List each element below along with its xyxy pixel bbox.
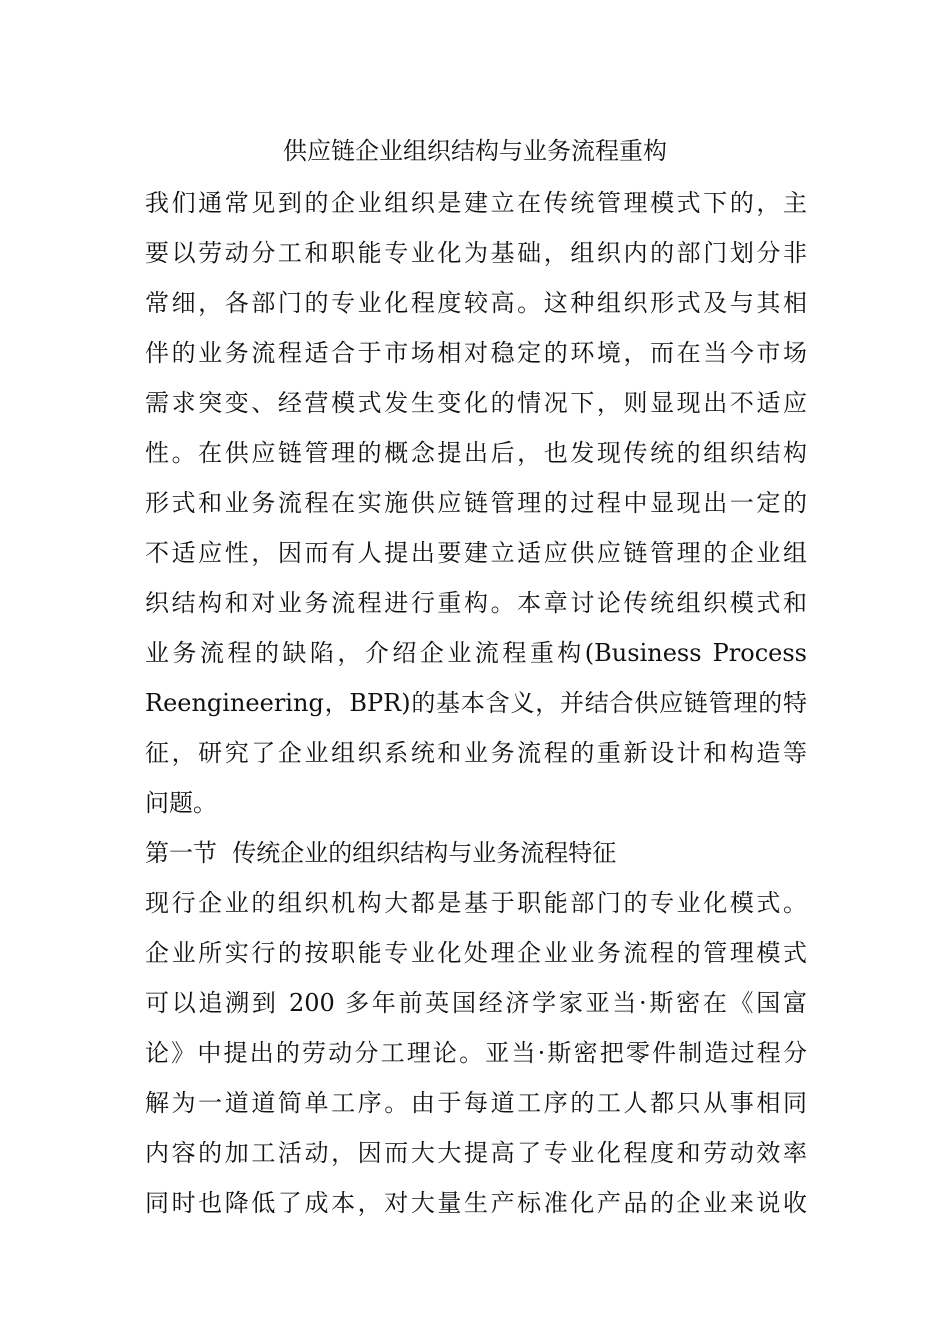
intro-line-6: 性。在供应链管理的概念提出后，也发现传统的组织结构 bbox=[145, 439, 807, 467]
section-heading: 第一节 传统企业的组织结构与业务流程特征 bbox=[145, 839, 617, 867]
intro-line-11: Reengineering，BPR)的基本含义，并结合供应链管理的特 bbox=[145, 689, 807, 717]
intro-line-2: 要以劳动分工和职能专业化为基础，组织内的部门划分非 bbox=[145, 239, 807, 267]
section-line-6: 内容的加工活动，因而大大提高了专业化程度和劳动效率 bbox=[145, 1139, 807, 1167]
intro-line-1: 我们通常见到的企业组织是建立在传统管理模式下的，主 bbox=[145, 189, 807, 217]
section-line-4: 论》中提出的劳动分工理论。亚当·斯密把零件制造过程分 bbox=[145, 1039, 807, 1067]
intro-line-13: 问题。 bbox=[145, 789, 217, 817]
intro-line-7: 形式和业务流程在实施供应链管理的过程中显现出一定的 bbox=[145, 489, 807, 517]
section-line-2: 企业所实行的按职能专业化处理企业业务流程的管理模式 bbox=[145, 939, 807, 967]
section-line-5: 解为一道道简单工序。由于每道工序的工人都只从事相同 bbox=[145, 1089, 807, 1117]
intro-line-5: 需求突变、经营模式发生变化的情况下，则显现出不适应 bbox=[145, 389, 807, 417]
section-line-1: 现行企业的组织机构大都是基于职能部门的专业化模式。 bbox=[145, 889, 807, 917]
intro-line-8: 不适应性，因而有人提出要建立适应供应链管理的企业组 bbox=[145, 539, 807, 567]
intro-line-12: 征，研究了企业组织系统和业务流程的重新设计和构造等 bbox=[145, 739, 807, 767]
section-line-3: 可以追溯到 200 多年前英国经济学家亚当·斯密在《国富 bbox=[145, 989, 807, 1017]
document-title: 供应链企业组织结构与业务流程重构 bbox=[283, 137, 667, 165]
intro-line-3: 常细，各部门的专业化程度较高。这种组织形式及与其相 bbox=[145, 289, 807, 317]
section-line-7: 同时也降低了成本，对大量生产标准化产品的企业来说收 bbox=[145, 1189, 807, 1217]
document-body bbox=[145, 178, 807, 1228]
intro-line-10: 业务流程的缺陷，介绍企业流程重构(Business Process bbox=[145, 639, 807, 667]
intro-line-9: 织结构和对业务流程进行重构。本章讨论传统组织模式和 bbox=[145, 589, 807, 617]
intro-line-4: 伴的业务流程适合于市场相对稳定的环境，而在当今市场 bbox=[145, 339, 807, 367]
